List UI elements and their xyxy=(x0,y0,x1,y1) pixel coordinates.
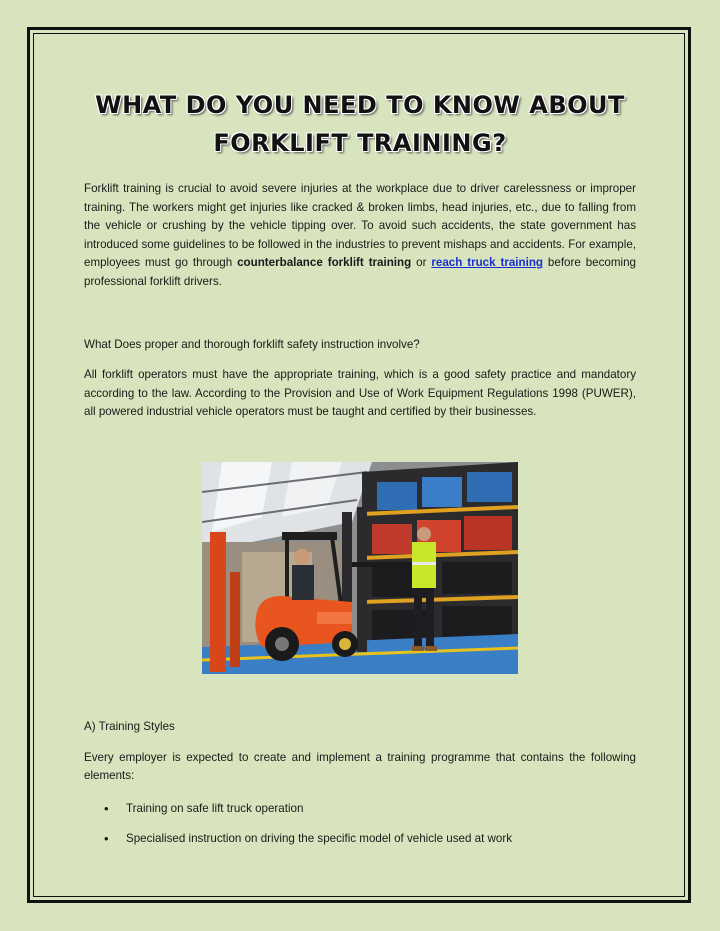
training-elements-paragraph: Every employer is expected to create and implement a training programme that contains the following elements: xyxy=(84,750,636,783)
intro-text-mid: or xyxy=(411,256,432,270)
training-elements-list xyxy=(84,800,636,849)
list-item-text: Specialised instruction on driving the specific model of vehicle used at work xyxy=(126,832,513,846)
intro-text-before: Forklift training is crucial to avoid severe injuries at the workplace due to driver carelessness or improper training. The workers might get injuries like cracked & broken limbs, head injuries, etc., due to falling from the vehicle or crushing by the vehicle tipping over. To avoid such accidents, the state government has introduced some guidelines to be followed in the industries to prevent mishaps and accidents. For example, employees must go through xyxy=(84,182,636,270)
question-heading: What Does proper and thorough forklift safety instruction involve? xyxy=(84,337,420,351)
forklift-warehouse-illustration xyxy=(202,462,518,674)
intro-paragraph xyxy=(84,180,636,292)
intro-text-after: before becoming professional forklift drivers. xyxy=(84,256,636,288)
forklift-photo xyxy=(202,462,518,674)
bullet-icon: • xyxy=(104,831,109,847)
document-title xyxy=(84,86,636,162)
reach-truck-training-link[interactable]: reach truck training xyxy=(431,256,543,270)
title-line-2: FORKLIFT TRAINING? xyxy=(213,129,507,157)
section-a-heading: A) Training Styles xyxy=(84,719,175,733)
counterbalance-keyword: counterbalance forklift training xyxy=(237,256,412,270)
document-body xyxy=(84,86,636,861)
title-line-1: WHAT DO YOU NEED TO KNOW ABOUT xyxy=(95,91,625,119)
list-item xyxy=(84,800,636,819)
bullet-icon: • xyxy=(104,800,109,816)
list-item xyxy=(84,830,636,849)
list-item-text: Training on safe lift truck operation xyxy=(126,801,304,815)
operators-paragraph: All forklift operators must have the appropriate training, which is a good safety practice and mandatory according to the law. According to the Provision and Use of Work Equipment Regulations 1998 (PUWER), all powered industrial vehicle operators must be taught and certified by their businesses. xyxy=(84,368,636,419)
